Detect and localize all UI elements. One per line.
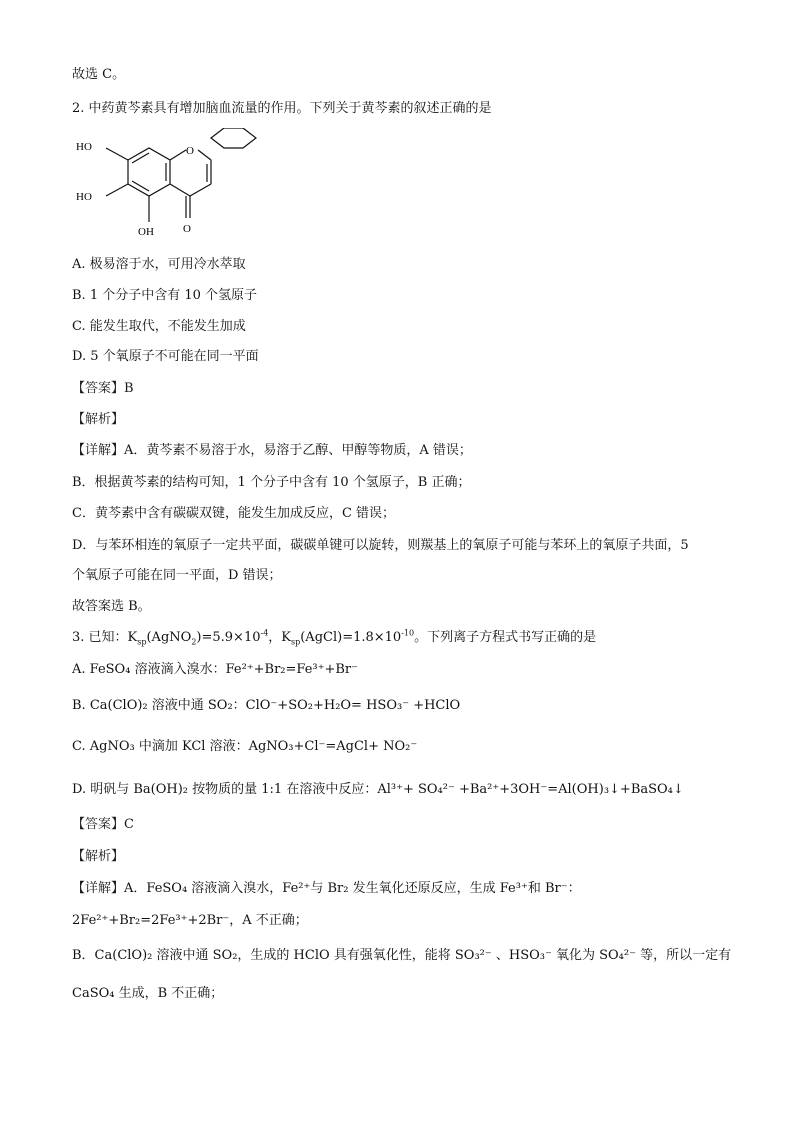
hydroxyl-label: HO (76, 191, 92, 203)
hydroxyl-label: HO (76, 141, 92, 153)
option-b: B. Ca(ClO)₂ 溶液中通 SO₂：ClO⁻+SO₂+H₂O= HSO₃⁻ +HClO (72, 698, 461, 713)
detail-line: 【详解】A．FeSO₄ 溶液滴入溴水，Fe²⁺与 Br₂ 发生氧化还原反应，生成 Fe³⁺和 Br⁻： (72, 881, 581, 896)
option-c: C. AgNO₃ 中滴加 KCl 溶液：AgNO₃+Cl⁻=AgCl+ NO₂⁻ (72, 739, 418, 754)
ring-oxygen-label: O (186, 145, 194, 157)
option-d: D. 5 个氧原子不可能在同一平面 (72, 349, 259, 364)
hydroxyl-label: OH (138, 226, 154, 238)
option-d: D. 明矾与 Ba(OH)₂ 按物质的量 1:1 在溶液中反应：Al³⁺+ SO₄²⁻ +Ba²⁺+3OH⁻=Al(OH)₃↓+BaSO₄↓ (72, 782, 684, 797)
detail-line: 个氧原子可能在同一平面，D 错误； (72, 568, 282, 583)
option-b: B. 1 个分子中含有 10 个氢原子 (72, 288, 258, 303)
detail-line: B．Ca(ClO)₂ 溶液中通 SO₂，生成的 HClO 具有强氧化性，能将 SO₃²⁻ 、HSO₃⁻ 氧化为 SO₄²⁻ 等，所以一定有 (72, 948, 732, 963)
option-a: A. 极易溶于水，可用冷水萃取 (72, 257, 246, 272)
detail-line: CaSO₄ 生成，B 不正确； (72, 986, 224, 1001)
detail-line: 2Fe²⁺+Br₂=2Fe³⁺+2Br⁻，A 不正确； (72, 913, 308, 928)
answer-choice: 故答案选 B。 (72, 599, 151, 614)
analysis-label: 【解析】 (72, 849, 125, 864)
option-c: C. 能发生取代，不能发生加成 (72, 319, 246, 334)
detail-line: C．黄芩素中含有碳碳双键，能发生加成反应，C 错误； (72, 506, 396, 521)
detail-line: D．与苯环相连的氧原子一定共平面，碳碳单键可以旋转，则羰基上的氧原子可能与苯环上的氧原子共面，5 (72, 538, 689, 553)
carbonyl-oxygen-label: O (183, 223, 191, 235)
detail-line: B．根据黄芩素的结构可知，1 个分子中含有 10 个氢原子，B 正确； (72, 475, 471, 490)
answer-label: 【答案】C (72, 817, 134, 832)
text-line: 故选 C。 (72, 67, 126, 82)
question-2-stem: 2. 中药黄芩素具有增加脑血流量的作用。下列关于黄芩素的叙述正确的是 (72, 101, 492, 116)
baicalein-structure (68, 128, 278, 250)
answer-label: 【答案】B (72, 381, 134, 396)
detail-line: 【详解】A．黄芩素不易溶于水，易溶于乙醇、甲醇等物质，A 错误； (72, 443, 472, 458)
question-3-stem: 3. 已知：$K_{sp}(AgNO_2)=5.9\times 10^{-4}$，$K_{sp}(AgCl)=1.8\times 10^{-10}$。下列离子方程式书写正确的是 (72, 628, 597, 647)
analysis-label: 【解析】 (72, 412, 125, 427)
option-a: A. FeSO₄ 溶液滴入溴水：Fe²⁺+Br₂=Fe³⁺+Br⁻ (72, 662, 359, 677)
